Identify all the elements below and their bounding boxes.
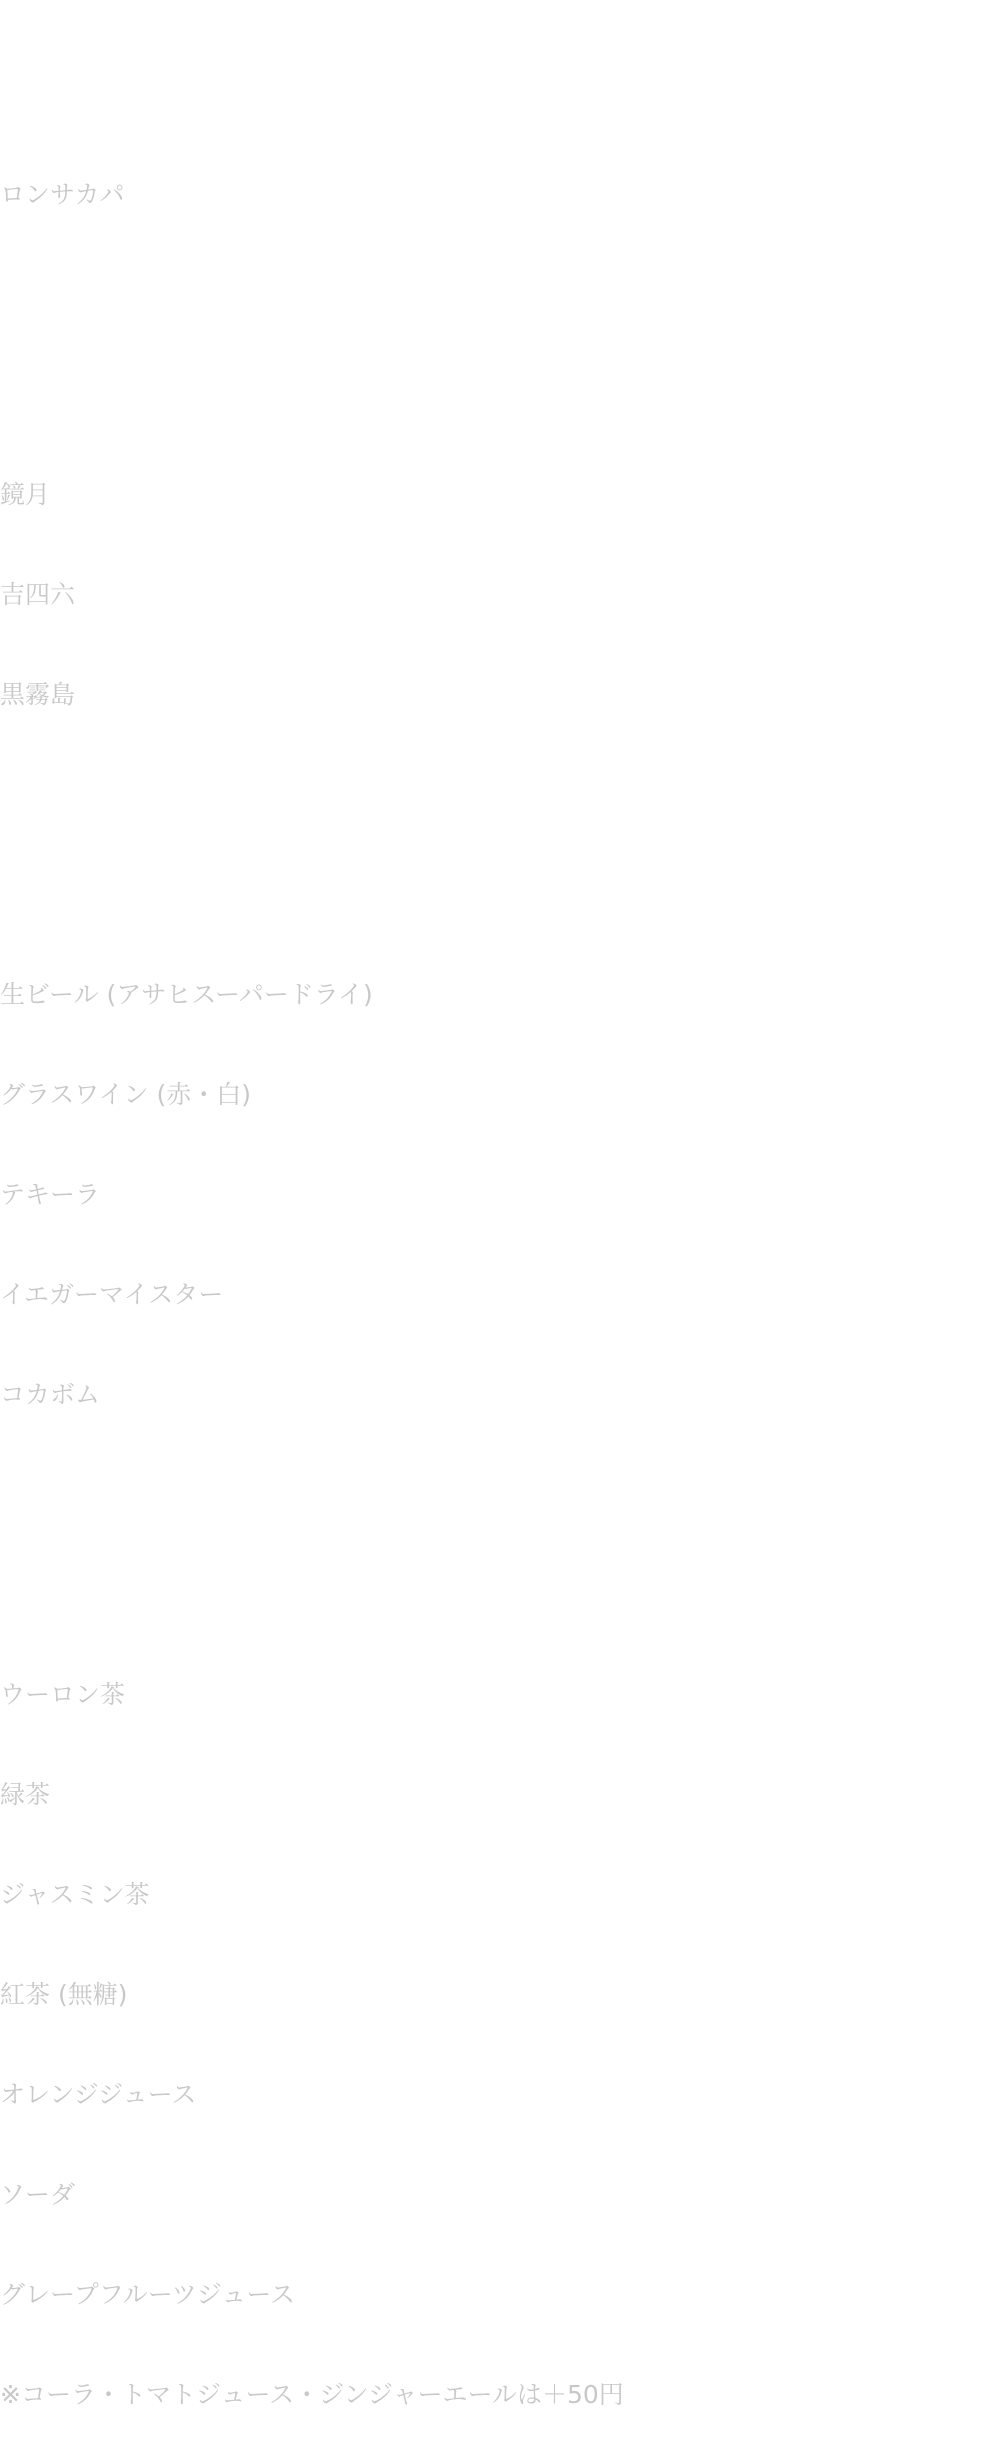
menu-item: ジャスミン茶 xyxy=(0,1880,150,1909)
menu-item: ウーロン茶 xyxy=(0,1680,126,1709)
menu-item: グレープフルーツジュース xyxy=(0,2280,296,2309)
menu-item: ロンサカパ xyxy=(0,180,125,209)
menu-item: イエガーマイスター xyxy=(0,1280,224,1309)
menu-item: 紅茶 (無糖) xyxy=(0,1980,128,2009)
menu-item: グラスワイン (赤・白) xyxy=(0,1080,251,1109)
menu-note: ※コーラ・トマトジュース・ジンジャーエールは＋50円 xyxy=(0,2380,624,2409)
menu-item: コカボム xyxy=(0,1380,101,1409)
menu-item: 鏡月 xyxy=(0,480,51,509)
menu-item: オレンジジュース xyxy=(0,2080,197,2109)
menu-item: 生ビール (アサヒスーパードライ) xyxy=(0,980,373,1009)
menu-item: 吉四六 xyxy=(0,580,76,609)
menu-item: 緑茶 xyxy=(0,1780,51,1809)
menu-item: 黒霧島 xyxy=(0,680,76,709)
menu-item: ソーダ xyxy=(0,2180,76,2209)
menu-item: テキーラ xyxy=(0,1180,101,1209)
